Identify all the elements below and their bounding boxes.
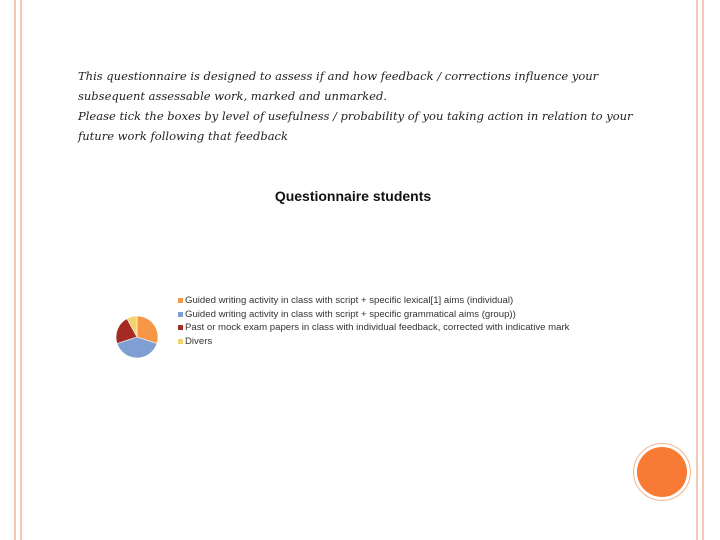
- right-decorative-band: [696, 0, 704, 540]
- left-decorative-band: [14, 0, 22, 540]
- legend-label: Divers: [185, 335, 213, 347]
- chart-legend: [178, 294, 569, 348]
- legend-label: Guided writing activity in class with script + specific lexical[1] aims (individual): [185, 295, 514, 307]
- legend-item: [178, 335, 569, 349]
- legend-swatch: [178, 298, 183, 303]
- intro-paragraph-2: Please tick the boxes by level of usefulness / probability of you taking action in relation to your future work following that feedback: [78, 109, 633, 143]
- pie-svg: [113, 315, 161, 359]
- legend-item: [178, 294, 569, 308]
- chart-title: Questionnaire students: [274, 188, 432, 204]
- legend-swatch: [178, 312, 183, 317]
- legend-label: Guided writing activity in class with script + specific grammatical aims (group)): [185, 308, 516, 320]
- legend-swatch: [178, 325, 183, 330]
- legend-item: [178, 321, 569, 335]
- legend-item: [178, 308, 569, 322]
- decorative-orange-circle: [637, 447, 687, 497]
- intro-text: [78, 66, 638, 146]
- legend-swatch: [178, 339, 183, 344]
- pie-chart: [113, 315, 161, 359]
- legend-label: Past or mock exam papers in class with individual feedback, corrected with indicative mark: [185, 322, 570, 334]
- intro-paragraph-1: This questionnaire is designed to assess if and how feedback / corrections influence your subsequent assessable work, marked and unmarked.: [78, 69, 599, 103]
